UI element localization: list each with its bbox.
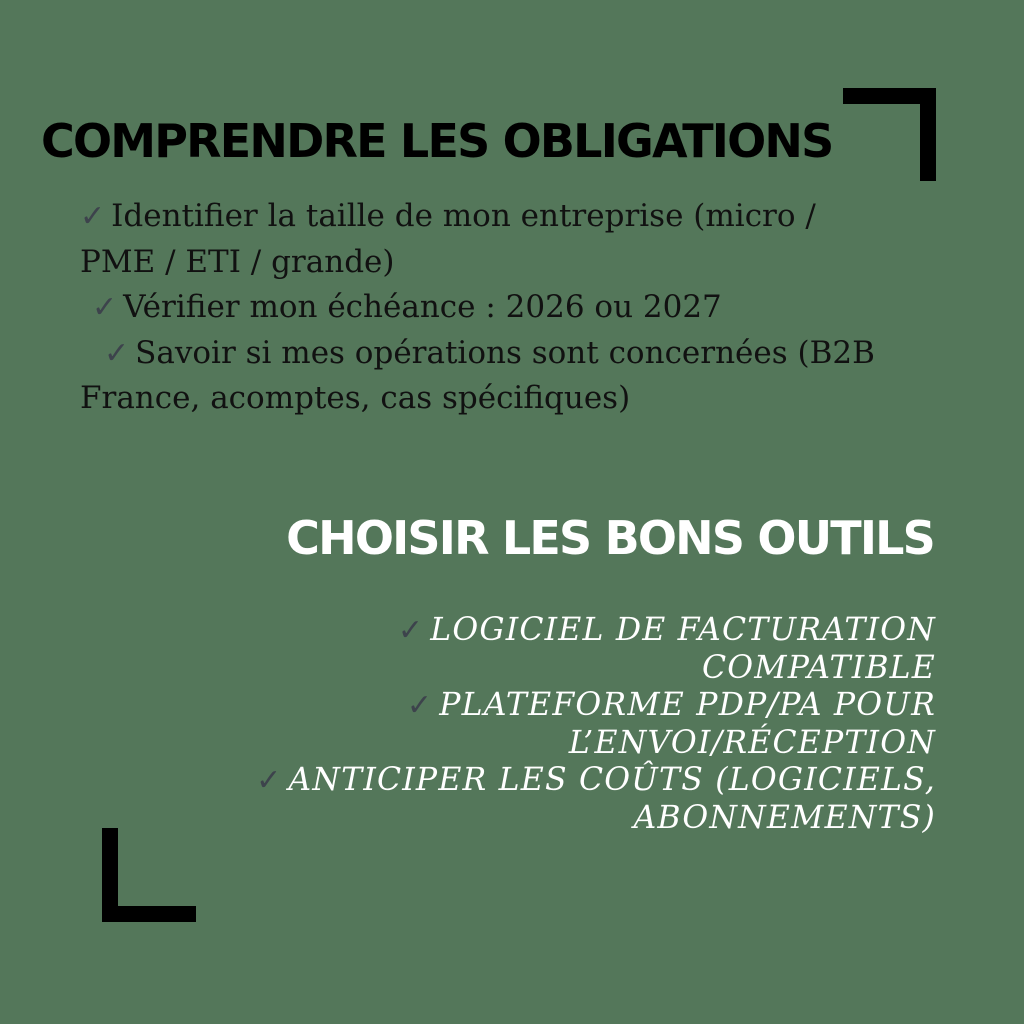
check-icon: ✓: [92, 290, 118, 325]
checklist-item-text: Vérifier mon échéance : 2026 ou 2027: [123, 289, 722, 325]
checklist-item-text: PLATEFORME PDP/PA POUR L’ENVOI/RÉCEPTION: [439, 687, 936, 761]
checklist-item: [156, 612, 936, 687]
checklist-item-text: ANTICIPER LES COÛTS (LOGICIELS, ABONNEMENTS): [288, 762, 936, 836]
check-icon: ✓: [256, 763, 283, 798]
checklist-item-text: LOGICIEL DE FACTURATION COMPATIBLE: [430, 612, 936, 686]
checklist-item: [80, 194, 880, 285]
check-icon: ✓: [104, 335, 130, 371]
tools-checklist: [156, 612, 936, 837]
obligations-checklist: [80, 194, 880, 422]
checklist-item-text: Identifier la taille de mon entreprise (micro / PME / ETI / grande): [80, 198, 816, 280]
checklist-item: [80, 331, 880, 422]
checklist-item: [80, 285, 880, 331]
checklist-item: [156, 687, 936, 762]
check-icon: ✓: [406, 688, 434, 723]
check-icon: ✓: [397, 613, 425, 648]
tools-heading: CHOISIR LES BONS OUTILS: [286, 511, 934, 565]
checklist-item-text: Savoir si mes opérations sont concernées (B2B France, acomptes, cas spécifiques): [80, 334, 875, 416]
checklist-item: [156, 762, 936, 837]
top-right-corner-bracket: [843, 88, 936, 181]
bottom-left-corner-bracket: [102, 828, 196, 922]
obligations-heading: COMPRENDRE LES OBLIGATIONS: [41, 114, 833, 168]
check-icon: ✓: [80, 199, 106, 234]
